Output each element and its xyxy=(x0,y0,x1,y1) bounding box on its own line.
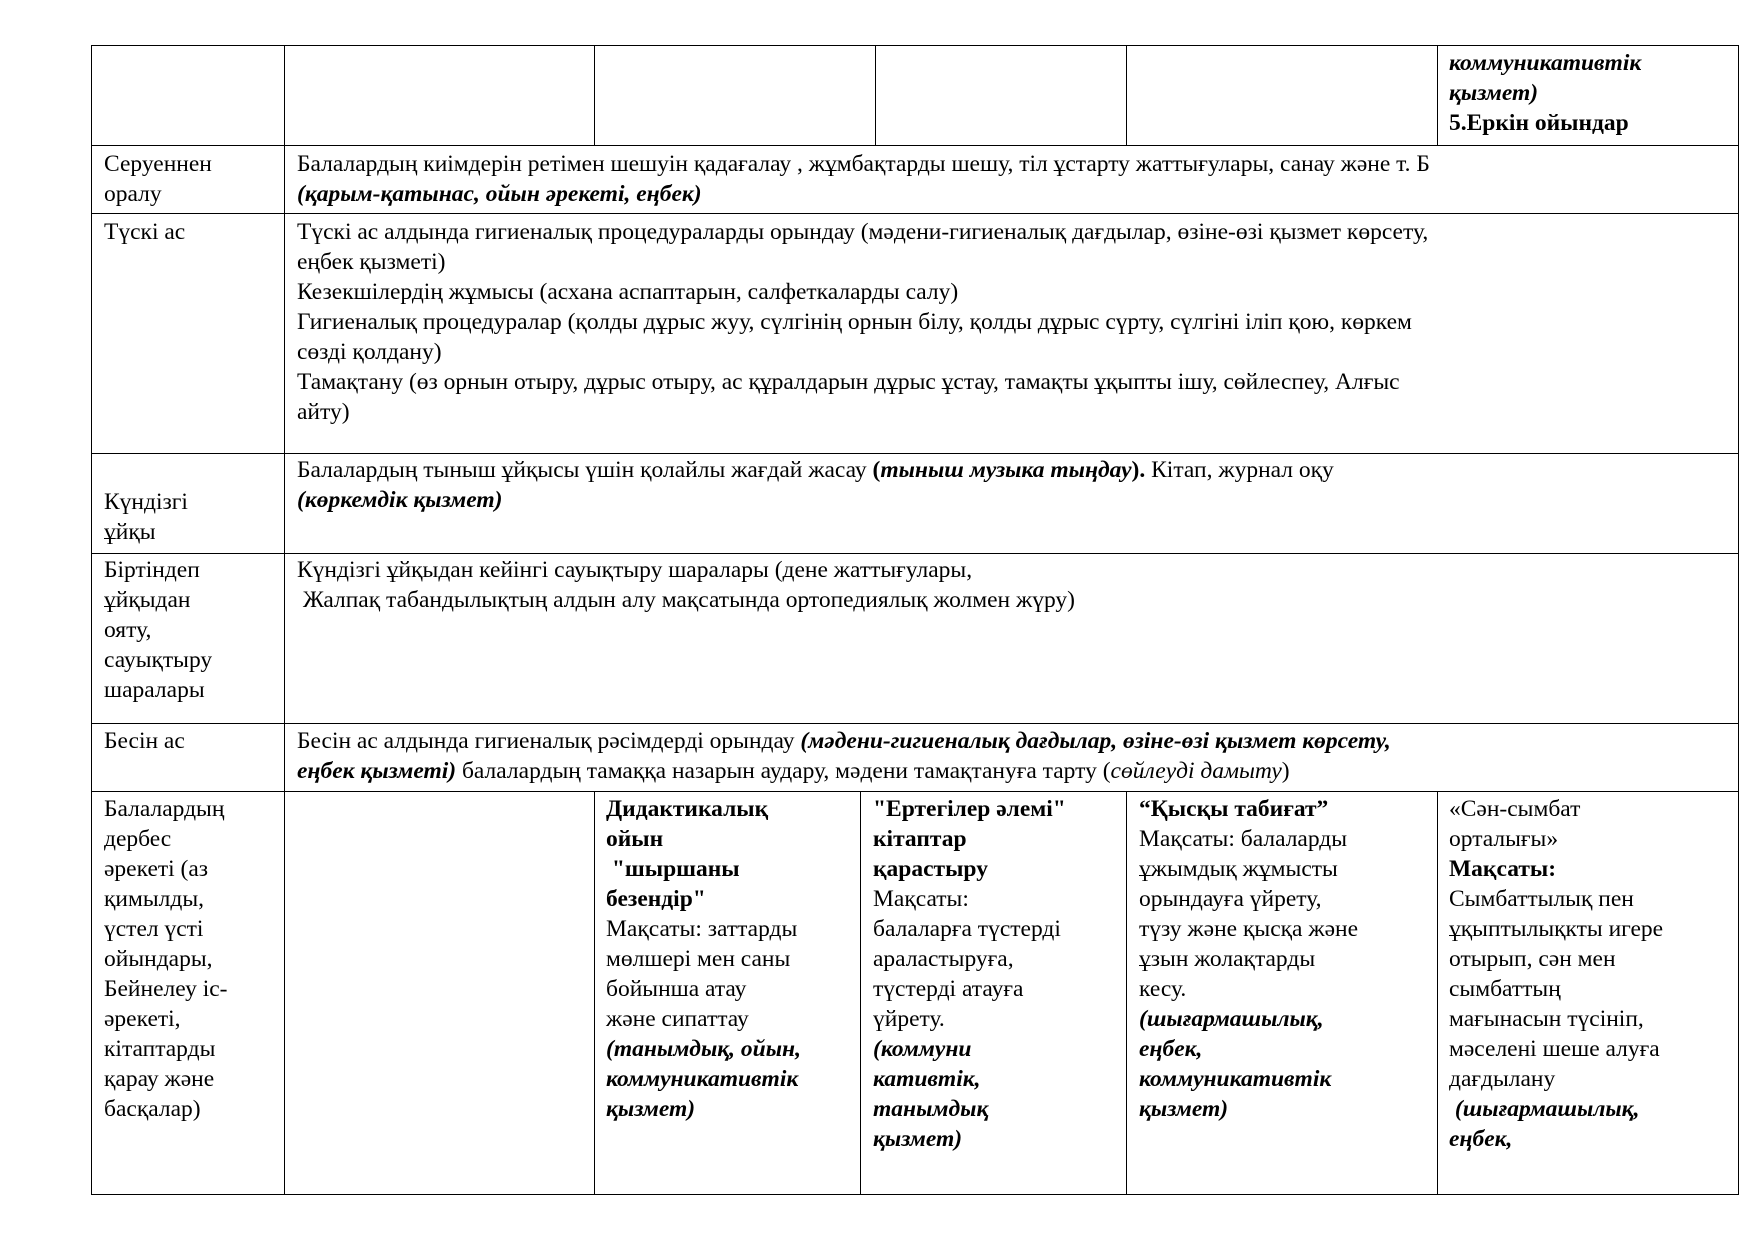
row3-paren-open: ( xyxy=(872,457,881,483)
activity-goal-line: кесу. xyxy=(1139,976,1187,1002)
rule-left xyxy=(91,45,92,1195)
rule-r0-col3 xyxy=(875,45,876,145)
activity-goal-line: араластыруға, xyxy=(873,946,1014,972)
activity-types-line: коммуникативтік xyxy=(606,1066,799,1092)
row3-label-cell xyxy=(104,487,188,547)
row2-content-cell xyxy=(297,217,1428,427)
activity-title-line: қарастыру xyxy=(873,856,988,882)
row6-label-line: қимылды, xyxy=(104,886,205,912)
activity-title-line: безендір" xyxy=(606,886,706,912)
row5-speech-dev: сөйлеуді дамыту xyxy=(1110,758,1282,784)
activity-goal-line: мағынасын түсініп, xyxy=(1449,1006,1644,1032)
rule-r0-col2 xyxy=(594,45,595,145)
activity-goal-line: орындауға үйрету, xyxy=(1139,886,1322,912)
activity-goal-line: Мақсаты: заттарды xyxy=(606,916,798,942)
rule-r6-col4 xyxy=(1126,791,1127,1194)
rule-r6-col3 xyxy=(860,791,861,1194)
row6-label-line: басқалар) xyxy=(104,1096,201,1122)
activity-goal-line: дағдылану xyxy=(1449,1066,1556,1092)
activity-types-line: коммуникативтік xyxy=(1139,1066,1332,1092)
row0-col6-cell xyxy=(1449,48,1641,138)
row0-col6-line: қызмет) xyxy=(1449,80,1539,106)
row5-activity-types: (мәдени-гигиеналық дағдылар, өзіне-өзі қызмет көрсету, xyxy=(800,728,1391,754)
activity-goal-line: мөлшері мен саны xyxy=(606,946,791,972)
activity-title-line: Дидактикалық xyxy=(606,796,769,822)
activity-goal-line: және сипаттау xyxy=(606,1006,749,1032)
activity-goal-line: Мақсаты: xyxy=(873,886,969,912)
rule-row4 xyxy=(91,553,1739,554)
activity-goal-line: ұзын жолақтарды xyxy=(1139,946,1316,972)
row4-label-line: Біртіндеп xyxy=(104,557,200,583)
row2-content-line: айту) xyxy=(297,399,350,425)
activity-goal-line: Мақсаты: балаларды xyxy=(1139,826,1348,852)
rule-r0-col5 xyxy=(1437,45,1438,145)
activity-types-line: қызмет) xyxy=(873,1126,963,1152)
activity-goal-line: ұжымдық жұмысты xyxy=(1139,856,1338,882)
row3-content-cell xyxy=(297,455,1334,515)
row2-content-line: Тамақтану (өз орнын отыру, дұрыс отыру, ас құралдарын дұрыс ұстау, тамақты ұқыпты ішу, сөйлеспеу, Алғыс xyxy=(297,369,1400,395)
activity-title-line: "шыршаны xyxy=(606,856,740,882)
row2-content-line: еңбек қызметі) xyxy=(297,249,446,275)
row0-col6-line: коммуникативтік xyxy=(1449,50,1642,76)
rule-row6 xyxy=(91,791,1739,792)
row5-activity-types-cont: еңбек қызметі) xyxy=(297,758,457,784)
row5-label-cell xyxy=(104,726,185,756)
row4-label-line: сауықтыру xyxy=(104,647,213,673)
rule-col4 xyxy=(1126,45,1127,145)
row2-content-line: Кезекшілердің жұмысы (асхана аспаптарын, салфеткаларды салу) xyxy=(297,279,959,305)
row6-label-line: кітаптарды xyxy=(104,1036,216,1062)
activity-goal-line: үйрету. xyxy=(873,1006,945,1032)
activity-goal-line: сымбаттың xyxy=(1449,976,1561,1002)
row3-reading: Кітап, журнал оқу xyxy=(1151,457,1334,483)
activity-title-line: кітаптар xyxy=(873,826,967,852)
row0-col6-line: 5.Еркін ойындар xyxy=(1449,110,1629,136)
row3-activity-types: (көркемдік қызмет) xyxy=(297,487,503,513)
row2-label-cell xyxy=(104,217,185,247)
row6-label-line: қарау және xyxy=(104,1066,215,1092)
rule-right xyxy=(1738,45,1739,1195)
row5-paren-close: ) xyxy=(1281,758,1290,784)
activity-goal-line: мәселені шеше алуға xyxy=(1449,1036,1660,1062)
row5-text: балалардың тамаққа назарын аудару, мәдени тамақтануға тарту ( xyxy=(456,758,1111,784)
activity-goal-line: түстерді атауға xyxy=(873,976,1024,1002)
row1-label-line: оралу xyxy=(104,181,162,207)
row1-content-cell xyxy=(297,149,1430,209)
rule-top xyxy=(91,45,1739,46)
row6-label-line: дербес xyxy=(104,826,172,852)
row5-label-line: Бесін ас xyxy=(104,728,185,754)
activity-types-line: кативтік, xyxy=(873,1066,981,1092)
row3-content-line xyxy=(297,455,1334,485)
activity-types-line: еңбек, xyxy=(1449,1126,1513,1152)
activity-title-line: "Ертегілер әлемі" xyxy=(873,796,1066,822)
row6-activity-fairy-tales xyxy=(873,794,1066,1154)
row6-label-line: ойындары, xyxy=(104,946,213,972)
row2-label-line: Түскі ас xyxy=(104,219,186,245)
row5-content-cell xyxy=(297,726,1391,786)
row5-text: Бесін ас алдында гигиеналық рәсімдерді орындау xyxy=(297,728,801,754)
row2-content-line: Түскі ас алдында гигиеналық процедураларды орындау (мәдени-гигиеналық дағдылар, өзіне-өзі қызмет көрсету, xyxy=(297,219,1429,245)
activity-types-line: (коммуни xyxy=(873,1036,972,1062)
rule-r6-col5 xyxy=(1437,791,1438,1194)
activity-title-line: орталығы» xyxy=(1449,826,1559,852)
activity-types-line: (шығармашылық, xyxy=(1449,1096,1640,1122)
row6-label-line: үстел үсті xyxy=(104,916,204,942)
row4-label-line: шаралары xyxy=(104,677,205,703)
row5-content-line xyxy=(297,726,1391,756)
row1-label-cell xyxy=(104,149,212,209)
activity-title-line: «Сән-сымбат xyxy=(1449,796,1581,822)
row6-label-line: әрекеті (аз xyxy=(104,856,209,882)
row1-content-line: Балалардың киімдерін ретімен шешуін қадағалау , жұмбақтарды шешу, тіл ұстарту жаттығулары, санау және т. Б xyxy=(297,151,1430,177)
activity-types-line: танымдық xyxy=(873,1096,989,1122)
activity-title-line: “Қысқы табиғат” xyxy=(1139,796,1329,822)
rule-row5 xyxy=(91,723,1739,724)
row2-content-line: Гигиеналық процедуралар (қолды дұрыс жуу, сүлгінің орнын білу, қолды дұрыс сүрту, сүлгіні іліп қою, көркем xyxy=(297,309,1412,335)
rule-bottom xyxy=(91,1194,1739,1195)
activity-goal-line: отырып, сән мен xyxy=(1449,946,1616,972)
rule-row1 xyxy=(91,145,1739,146)
row3-label-line: ұйқы xyxy=(104,519,156,545)
activity-goal-line: бойынша атау xyxy=(606,976,747,1002)
row3-music-note: тыныш музыка тыңдау xyxy=(880,457,1132,483)
activity-types-line: қызмет) xyxy=(606,1096,696,1122)
row4-content-cell xyxy=(297,555,1075,615)
row5-content-line xyxy=(297,756,1391,786)
rule-col1 xyxy=(284,45,285,1195)
row6-label-line: әрекеті, xyxy=(104,1006,181,1032)
row6-activity-fashion-center xyxy=(1449,794,1663,1154)
rule-r6-col2 xyxy=(594,791,595,1194)
row3-text: Балалардың тыныш ұйқысы үшін қолайлы жағдай жасау xyxy=(297,457,873,483)
row6-label-line: Бейнелеу іс- xyxy=(104,976,228,1002)
row3-label-line: Күндізгі xyxy=(104,489,188,515)
row4-label-line: ұйқыдан xyxy=(104,587,191,613)
row2-content-line: сөзді қолдану) xyxy=(297,339,442,365)
row4-label-cell xyxy=(104,555,212,705)
row4-content-line: Күндізгі ұйқыдан кейінгі сауықтыру шаралары (дене жаттығулары, xyxy=(297,557,973,583)
rule-row3 xyxy=(91,453,1739,454)
row4-content-line: Жалпақ табандылықтың алдын алу мақсатында ортопедиялық жолмен жүру) xyxy=(297,587,1076,613)
row6-activity-winter-nature xyxy=(1139,794,1358,1124)
activity-goal-line: ұқыптылықкты игере xyxy=(1449,916,1664,942)
activity-goal-line: балаларға түстерді xyxy=(873,916,1061,942)
row1-activity-types: (қарым-қатынас, ойын әрекеті, еңбек) xyxy=(297,181,702,207)
activity-goal-line: түзу және қысқа және xyxy=(1139,916,1359,942)
activity-types-line: қызмет) xyxy=(1139,1096,1229,1122)
row1-label-line: Серуеннен xyxy=(104,151,212,177)
activity-types-line: (танымдық, ойын, xyxy=(606,1036,801,1062)
activity-types-line: (шығармашылық, xyxy=(1139,1006,1324,1032)
activity-types-line: еңбек, xyxy=(1139,1036,1203,1062)
row6-label-cell xyxy=(104,794,228,1124)
activity-goal-heading: Мақсаты: xyxy=(1449,856,1557,882)
row6-activity-didactic-game xyxy=(606,794,801,1124)
activity-title-line: ойын xyxy=(606,826,664,852)
row4-label-line: ояту, xyxy=(104,617,152,643)
rule-row2 xyxy=(91,213,1739,214)
row3-paren-close: ). xyxy=(1131,457,1152,483)
row6-label-line: Балалардың xyxy=(104,796,225,822)
activity-goal-line: Сымбаттылық пен xyxy=(1449,886,1634,912)
